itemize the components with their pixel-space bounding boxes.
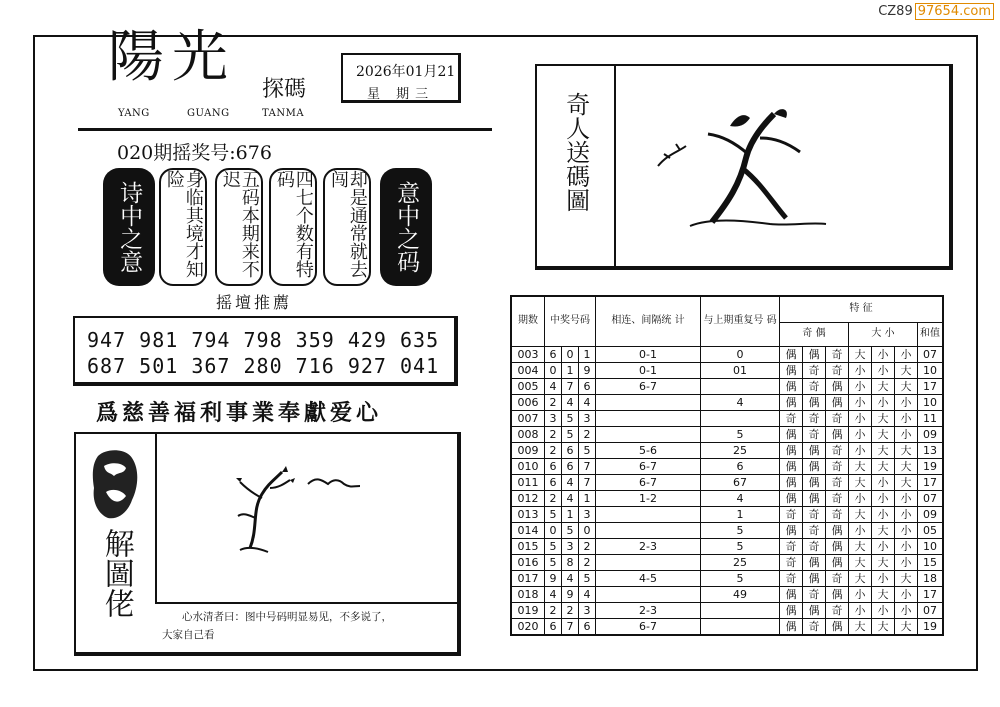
col-feature: 特 征 (780, 296, 944, 322)
poem-line-2: 五码本期来不迟 (215, 168, 263, 286)
digit-cell: 2 (545, 394, 562, 410)
digit-cell: 3 (579, 602, 596, 618)
date-line: 2026年01月21 (356, 64, 456, 80)
table-row (511, 458, 943, 474)
span-cell: 0-1 (596, 362, 701, 378)
size-cell: 大 (895, 570, 918, 586)
size-cell: 小 (872, 394, 895, 410)
span-cell: 1-2 (596, 490, 701, 506)
size-cell: 大 (895, 362, 918, 378)
size-cell: 小 (849, 410, 872, 426)
site-domain[interactable]: 97654.com (915, 3, 994, 20)
digit-cell: 2 (579, 426, 596, 442)
size-cell: 小 (895, 426, 918, 442)
span-cell (596, 394, 701, 410)
period-cell: 017 (511, 570, 545, 586)
digit-cell: 5 (579, 442, 596, 458)
table-row (511, 506, 943, 522)
parity-cell: 偶 (780, 346, 803, 362)
parity-cell: 奇 (780, 554, 803, 570)
size-cell: 大 (872, 458, 895, 474)
size-cell: 小 (872, 474, 895, 490)
size-cell: 大 (895, 458, 918, 474)
size-cell: 小 (895, 394, 918, 410)
digit-cell: 9 (562, 586, 579, 602)
span-cell: 4-5 (596, 570, 701, 586)
repeat-cell (701, 410, 780, 426)
digit-cell: 2 (545, 490, 562, 506)
sum-cell: 19 (918, 618, 944, 635)
size-cell: 小 (872, 346, 895, 362)
span-cell: 5-6 (596, 442, 701, 458)
parity-cell: 奇 (803, 426, 826, 442)
digit-cell: 5 (545, 538, 562, 554)
size-cell: 大 (872, 618, 895, 635)
digit-cell: 5 (562, 410, 579, 426)
digit-cell: 1 (562, 362, 579, 378)
size-cell: 小 (849, 522, 872, 538)
period-cell: 018 (511, 586, 545, 602)
digit-cell: 9 (545, 570, 562, 586)
parity-cell: 奇 (803, 410, 826, 426)
digit-cell: 2 (579, 554, 596, 570)
table-row (511, 586, 943, 602)
repeat-cell: 4 (701, 394, 780, 410)
digit-cell: 0 (562, 346, 579, 362)
parity-cell: 奇 (803, 362, 826, 378)
period-cell: 020 (511, 618, 545, 635)
period-cell: 012 (511, 490, 545, 506)
size-cell: 大 (872, 442, 895, 458)
parity-cell: 奇 (826, 458, 849, 474)
digit-cell: 4 (545, 586, 562, 602)
size-cell: 大 (849, 346, 872, 362)
digit-cell: 6 (545, 346, 562, 362)
col-size: 大 小 (849, 322, 918, 346)
repeat-cell: 5 (701, 426, 780, 442)
digit-cell: 4 (545, 378, 562, 394)
jietu-caption (162, 608, 456, 644)
sum-cell: 07 (918, 346, 944, 362)
repeat-cell (701, 378, 780, 394)
repeat-cell: 0 (701, 346, 780, 362)
col-span: 相连、间隔统 计 (596, 296, 701, 346)
span-cell (596, 410, 701, 426)
parity-cell: 偶 (803, 554, 826, 570)
digit-cell: 3 (579, 410, 596, 426)
size-cell: 大 (849, 538, 872, 554)
size-cell: 大 (872, 410, 895, 426)
parity-cell: 偶 (803, 394, 826, 410)
size-cell: 小 (895, 538, 918, 554)
digit-cell: 2 (545, 426, 562, 442)
span-cell: 6-7 (596, 618, 701, 635)
span-cell (596, 554, 701, 570)
digit-cell: 2 (562, 602, 579, 618)
parity-cell: 奇 (803, 506, 826, 522)
size-cell: 小 (849, 586, 872, 602)
jietu-divider (155, 432, 157, 604)
period-cell: 011 (511, 474, 545, 490)
recommend-label: 摇壇推薦 (216, 293, 293, 312)
period-cell: 013 (511, 506, 545, 522)
repeat-cell: 01 (701, 362, 780, 378)
digit-cell: 1 (562, 506, 579, 522)
sum-cell: 17 (918, 586, 944, 602)
digit-cell: 8 (562, 554, 579, 570)
table-row (511, 362, 943, 378)
parity-cell: 奇 (780, 538, 803, 554)
size-cell: 小 (849, 426, 872, 442)
qiren-divider (614, 64, 616, 268)
parity-cell: 奇 (803, 378, 826, 394)
span-cell: 6-7 (596, 458, 701, 474)
period-cell: 009 (511, 442, 545, 458)
repeat-cell: 25 (701, 442, 780, 458)
parity-cell: 偶 (780, 426, 803, 442)
parity-cell: 偶 (780, 618, 803, 635)
poem-line-4: 却是通常就去闯 (323, 168, 371, 286)
size-cell: 小 (872, 506, 895, 522)
date-box (341, 53, 461, 103)
size-cell: 小 (849, 602, 872, 618)
parity-cell: 偶 (780, 602, 803, 618)
size-cell: 小 (895, 586, 918, 602)
sum-cell: 07 (918, 490, 944, 506)
size-cell: 大 (849, 474, 872, 490)
repeat-cell: 4 (701, 490, 780, 506)
parity-cell: 偶 (826, 378, 849, 394)
digit-cell: 4 (579, 394, 596, 410)
size-cell: 大 (895, 618, 918, 635)
span-cell: 2-3 (596, 538, 701, 554)
sum-cell: 18 (918, 570, 944, 586)
repeat-cell (701, 618, 780, 635)
sum-cell: 10 (918, 538, 944, 554)
parity-cell: 偶 (803, 458, 826, 474)
parity-cell: 奇 (803, 618, 826, 635)
period-cell: 007 (511, 410, 545, 426)
parity-cell: 偶 (803, 602, 826, 618)
size-cell: 大 (849, 506, 872, 522)
digit-cell: 4 (562, 394, 579, 410)
table-row (511, 346, 943, 362)
period-cell: 005 (511, 378, 545, 394)
parity-cell: 奇 (826, 346, 849, 362)
digit-cell: 0 (579, 522, 596, 538)
col-repeat: 与上期重复号 码 (701, 296, 780, 346)
recommend-numbers-box (73, 316, 458, 386)
repeat-cell: 49 (701, 586, 780, 602)
period-cell: 003 (511, 346, 545, 362)
size-cell: 小 (872, 538, 895, 554)
digit-cell: 6 (579, 378, 596, 394)
parity-cell: 奇 (826, 362, 849, 378)
digit-cell: 6 (562, 458, 579, 474)
table-row (511, 618, 943, 635)
logo-title: 陽光 (108, 25, 236, 90)
digit-cell: 6 (545, 474, 562, 490)
parity-cell: 偶 (826, 618, 849, 635)
table-row (511, 554, 943, 570)
digit-cell: 3 (545, 410, 562, 426)
repeat-cell: 1 (701, 506, 780, 522)
period-cell: 004 (511, 362, 545, 378)
period-cell: 016 (511, 554, 545, 570)
digit-cell: 4 (562, 570, 579, 586)
parity-cell: 偶 (780, 458, 803, 474)
repeat-cell: 6 (701, 458, 780, 474)
size-cell: 小 (849, 442, 872, 458)
jietu-title: 解圖佬 (98, 528, 134, 618)
site-watermark (878, 4, 994, 19)
span-cell (596, 586, 701, 602)
digit-cell: 7 (579, 474, 596, 490)
table-row (511, 474, 943, 490)
repeat-cell: 5 (701, 570, 780, 586)
table-row (511, 394, 943, 410)
parity-cell: 奇 (803, 586, 826, 602)
header-rule (78, 128, 492, 131)
size-cell: 小 (895, 554, 918, 570)
period-cell: 010 (511, 458, 545, 474)
logo-subtitle: 探碼 (262, 77, 307, 102)
digit-cell: 7 (579, 458, 596, 474)
size-cell: 小 (895, 602, 918, 618)
size-cell: 小 (895, 410, 918, 426)
size-cell: 小 (849, 378, 872, 394)
span-cell: 6-7 (596, 378, 701, 394)
parity-cell: 偶 (826, 522, 849, 538)
poem-right-pillar: 意中之码 (380, 168, 432, 286)
parity-cell: 奇 (826, 410, 849, 426)
numbers-row-1: 947 981 794 798 359 429 635 (87, 328, 440, 352)
sum-cell: 17 (918, 474, 944, 490)
table-row (511, 570, 943, 586)
parity-cell: 奇 (826, 474, 849, 490)
digit-cell: 1 (579, 346, 596, 362)
parity-cell: 奇 (803, 538, 826, 554)
size-cell: 小 (895, 346, 918, 362)
sum-cell: 15 (918, 554, 944, 570)
repeat-cell: 5 (701, 522, 780, 538)
parity-cell: 偶 (780, 522, 803, 538)
parity-cell: 奇 (803, 522, 826, 538)
digit-cell: 6 (545, 458, 562, 474)
size-cell: 大 (849, 458, 872, 474)
sum-cell: 05 (918, 522, 944, 538)
size-cell: 大 (849, 618, 872, 635)
size-cell: 大 (872, 378, 895, 394)
parity-cell: 偶 (826, 586, 849, 602)
poem-line-1: 身临其境才知险 (159, 168, 207, 286)
digit-cell: 5 (545, 506, 562, 522)
sum-cell: 09 (918, 426, 944, 442)
charity-slogan: 爲慈善福利事業奉獻爱心 (96, 400, 383, 426)
span-cell (596, 426, 701, 442)
qiren-tree-drawing-icon (650, 98, 840, 238)
span-cell: 6-7 (596, 474, 701, 490)
size-cell: 大 (895, 378, 918, 394)
repeat-cell: 67 (701, 474, 780, 490)
sum-cell: 19 (918, 458, 944, 474)
size-cell: 小 (872, 490, 895, 506)
sum-cell: 10 (918, 362, 944, 378)
size-cell: 小 (872, 362, 895, 378)
sum-cell: 17 (918, 378, 944, 394)
repeat-cell (701, 602, 780, 618)
numbers-row-2: 687 501 367 280 716 927 041 (87, 354, 440, 378)
digit-cell: 5 (562, 522, 579, 538)
parity-cell: 偶 (780, 378, 803, 394)
history-table-body (511, 346, 943, 635)
size-cell: 大 (895, 442, 918, 458)
logo-pinyin-3: TANMA (262, 108, 305, 119)
period-cell: 015 (511, 538, 545, 554)
parity-cell: 偶 (803, 474, 826, 490)
parity-cell: 偶 (826, 394, 849, 410)
table-row (511, 410, 943, 426)
size-cell: 大 (872, 554, 895, 570)
jietu-tree-drawing-icon (210, 458, 380, 558)
jietu-caption-line-1: 心水清者曰：图中号码明显易见，不多说了， (182, 611, 392, 623)
size-cell: 小 (895, 506, 918, 522)
sum-cell: 07 (918, 602, 944, 618)
col-sum: 和值 (918, 322, 944, 346)
size-cell: 大 (849, 570, 872, 586)
period-cell: 008 (511, 426, 545, 442)
logo-pinyin-1: YANG (118, 108, 150, 119)
period-cell: 019 (511, 602, 545, 618)
digit-cell: 0 (545, 522, 562, 538)
parity-cell: 奇 (826, 602, 849, 618)
digit-cell: 7 (562, 618, 579, 635)
digit-cell: 2 (545, 602, 562, 618)
span-cell: 2-3 (596, 602, 701, 618)
size-cell: 小 (849, 362, 872, 378)
jietu-caption-divider (155, 602, 460, 604)
old-man-portrait-icon (88, 448, 144, 524)
parity-cell: 奇 (826, 442, 849, 458)
parity-cell: 偶 (780, 490, 803, 506)
digit-cell: 3 (562, 538, 579, 554)
size-cell: 小 (849, 490, 872, 506)
parity-cell: 偶 (803, 570, 826, 586)
parity-cell: 偶 (780, 586, 803, 602)
parity-cell: 奇 (780, 570, 803, 586)
span-cell (596, 522, 701, 538)
period-cell: 006 (511, 394, 545, 410)
parity-cell: 奇 (780, 506, 803, 522)
draw-number: 020期摇奖号:676 (117, 142, 272, 164)
digit-cell: 5 (579, 570, 596, 586)
size-cell: 小 (872, 602, 895, 618)
parity-cell: 偶 (803, 442, 826, 458)
table-row (511, 538, 943, 554)
size-cell: 大 (872, 586, 895, 602)
digit-cell: 2 (545, 442, 562, 458)
repeat-cell: 5 (701, 538, 780, 554)
history-table (510, 295, 944, 636)
digit-cell: 6 (562, 442, 579, 458)
digit-cell: 4 (579, 586, 596, 602)
col-parity: 奇 偶 (780, 322, 849, 346)
parity-cell: 奇 (780, 410, 803, 426)
digit-cell: 7 (562, 378, 579, 394)
parity-cell: 奇 (826, 570, 849, 586)
period-cell: 014 (511, 522, 545, 538)
qiren-title: 奇人送碼圖 (561, 92, 590, 212)
table-row (511, 426, 943, 442)
size-cell: 大 (849, 554, 872, 570)
logo-pinyin-2: GUANG (187, 108, 230, 119)
digit-cell: 0 (545, 362, 562, 378)
parity-cell: 偶 (826, 554, 849, 570)
parity-cell: 偶 (826, 426, 849, 442)
table-row (511, 490, 943, 506)
digit-cell: 4 (562, 490, 579, 506)
table-row (511, 602, 943, 618)
size-cell: 大 (872, 426, 895, 442)
digit-cell: 2 (579, 538, 596, 554)
repeat-cell: 25 (701, 554, 780, 570)
parity-cell: 偶 (780, 474, 803, 490)
sum-cell: 11 (918, 410, 944, 426)
digit-cell: 3 (579, 506, 596, 522)
parity-cell: 偶 (780, 442, 803, 458)
digit-cell: 6 (545, 618, 562, 635)
size-cell: 大 (872, 522, 895, 538)
poem-left-pillar: 诗中之意 (103, 168, 155, 286)
size-cell: 大 (895, 474, 918, 490)
table-row (511, 378, 943, 394)
site-prefix: CZ89 (878, 4, 913, 19)
digit-cell: 1 (579, 490, 596, 506)
parity-cell: 奇 (826, 490, 849, 506)
parity-cell: 奇 (826, 506, 849, 522)
weekday-line: 星 期三 (367, 87, 435, 102)
sum-cell: 13 (918, 442, 944, 458)
size-cell: 小 (849, 394, 872, 410)
parity-cell: 偶 (803, 490, 826, 506)
digit-cell: 9 (579, 362, 596, 378)
table-row (511, 442, 943, 458)
col-winning: 中奖号码 (545, 296, 596, 346)
span-cell: 0-1 (596, 346, 701, 362)
parity-cell: 偶 (780, 362, 803, 378)
poem-line-3: 四七个数有特码 (269, 168, 317, 286)
size-cell: 小 (872, 570, 895, 586)
digit-cell: 6 (579, 618, 596, 635)
parity-cell: 偶 (826, 538, 849, 554)
size-cell: 小 (895, 490, 918, 506)
digit-cell: 5 (562, 426, 579, 442)
col-period: 期数 (511, 296, 545, 346)
sum-cell: 09 (918, 506, 944, 522)
parity-cell: 偶 (780, 394, 803, 410)
sum-cell: 10 (918, 394, 944, 410)
size-cell: 小 (895, 522, 918, 538)
digit-cell: 5 (545, 554, 562, 570)
jietu-caption-line-2: 大家自己看 (162, 629, 215, 641)
digit-cell: 4 (562, 474, 579, 490)
span-cell (596, 506, 701, 522)
table-row (511, 522, 943, 538)
parity-cell: 偶 (803, 346, 826, 362)
